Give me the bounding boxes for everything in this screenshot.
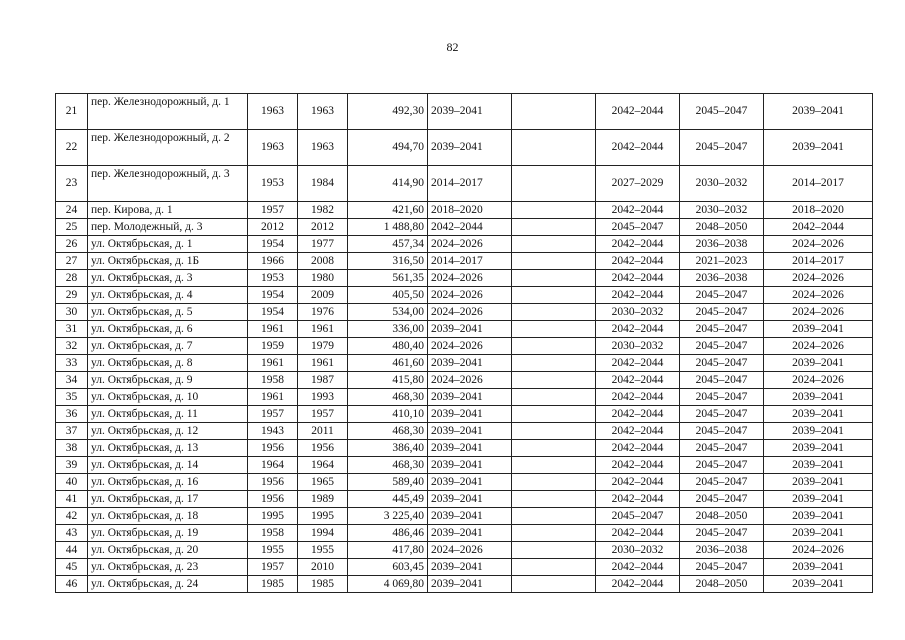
- repair-period-3-cell: 2045–2047: [680, 287, 764, 304]
- repair-period-cell: 2024–2026: [428, 270, 512, 287]
- table-row: [56, 525, 873, 542]
- year-renovation-cell: 1957: [298, 406, 348, 423]
- repair-period-3-cell: 2045–2047: [680, 406, 764, 423]
- area-cell: 421,60: [348, 202, 428, 219]
- year-renovation-cell: 1994: [298, 525, 348, 542]
- address-cell: ул. Октябрьская, д. 18: [88, 508, 248, 525]
- area-cell: 534,00: [348, 304, 428, 321]
- address-cell: ул. Октябрьская, д. 7: [88, 338, 248, 355]
- empty-period-cell: [512, 94, 596, 130]
- address-cell: ул. Октябрьская, д. 13: [88, 440, 248, 457]
- repair-period-cell: 2039–2041: [428, 423, 512, 440]
- table-body: [56, 94, 873, 593]
- repair-period-2-cell: 2042–2044: [596, 94, 680, 130]
- area-cell: 386,40: [348, 440, 428, 457]
- repair-period-3-cell: 2045–2047: [680, 457, 764, 474]
- area-cell: 445,49: [348, 491, 428, 508]
- year-built-cell: 1985: [248, 576, 298, 593]
- repair-period-cell: 2039–2041: [428, 440, 512, 457]
- repair-period-3-cell: 2045–2047: [680, 304, 764, 321]
- repair-period-cell: 2039–2041: [428, 525, 512, 542]
- year-built-cell: 1955: [248, 542, 298, 559]
- row-number: 31: [56, 321, 88, 338]
- empty-period-cell: [512, 270, 596, 287]
- area-cell: 410,10: [348, 406, 428, 423]
- address-cell: ул. Октябрьская, д. 23: [88, 559, 248, 576]
- table-row: [56, 491, 873, 508]
- row-number: 26: [56, 236, 88, 253]
- table-row: [56, 372, 873, 389]
- table-row: [56, 166, 873, 202]
- area-cell: 417,80: [348, 542, 428, 559]
- empty-period-cell: [512, 440, 596, 457]
- repair-period-cell: 2014–2017: [428, 166, 512, 202]
- area-cell: 589,40: [348, 474, 428, 491]
- repair-period-4-cell: 2039–2041: [764, 491, 873, 508]
- repair-period-2-cell: 2030–2032: [596, 304, 680, 321]
- repair-period-2-cell: 2042–2044: [596, 576, 680, 593]
- area-cell: 415,80: [348, 372, 428, 389]
- repair-period-4-cell: 2024–2026: [764, 236, 873, 253]
- table-row: [56, 219, 873, 236]
- address-cell: ул. Октябрьская, д. 8: [88, 355, 248, 372]
- repair-period-3-cell: 2045–2047: [680, 338, 764, 355]
- empty-period-cell: [512, 457, 596, 474]
- area-cell: 405,50: [348, 287, 428, 304]
- repair-period-4-cell: 2039–2041: [764, 559, 873, 576]
- empty-period-cell: [512, 355, 596, 372]
- repair-period-cell: 2039–2041: [428, 576, 512, 593]
- row-number: 24: [56, 202, 88, 219]
- repair-period-2-cell: 2042–2044: [596, 372, 680, 389]
- repair-period-4-cell: 2014–2017: [764, 166, 873, 202]
- table-row: [56, 576, 873, 593]
- repair-period-4-cell: 2024–2026: [764, 542, 873, 559]
- area-cell: 457,34: [348, 236, 428, 253]
- table-row: [56, 304, 873, 321]
- repair-period-cell: 2024–2026: [428, 287, 512, 304]
- year-built-cell: 1957: [248, 559, 298, 576]
- table-row: [56, 236, 873, 253]
- area-cell: 4 069,80: [348, 576, 428, 593]
- empty-period-cell: [512, 219, 596, 236]
- year-renovation-cell: 2011: [298, 423, 348, 440]
- area-cell: 603,45: [348, 559, 428, 576]
- repair-period-4-cell: 2024–2026: [764, 287, 873, 304]
- repair-period-3-cell: 2048–2050: [680, 508, 764, 525]
- year-built-cell: 2012: [248, 219, 298, 236]
- repair-period-4-cell: 2039–2041: [764, 423, 873, 440]
- repair-period-3-cell: 2045–2047: [680, 474, 764, 491]
- repair-period-2-cell: 2042–2044: [596, 423, 680, 440]
- address-cell: пер. Железнодорожный, д. 3: [88, 166, 248, 202]
- year-renovation-cell: 1965: [298, 474, 348, 491]
- year-built-cell: 1954: [248, 304, 298, 321]
- empty-period-cell: [512, 423, 596, 440]
- repair-period-4-cell: 2039–2041: [764, 355, 873, 372]
- year-renovation-cell: 1976: [298, 304, 348, 321]
- repair-period-4-cell: 2039–2041: [764, 440, 873, 457]
- empty-period-cell: [512, 491, 596, 508]
- year-renovation-cell: 1961: [298, 355, 348, 372]
- year-renovation-cell: 1982: [298, 202, 348, 219]
- year-renovation-cell: 1964: [298, 457, 348, 474]
- row-number: 35: [56, 389, 88, 406]
- table-row: [56, 559, 873, 576]
- repair-period-cell: 2024–2026: [428, 372, 512, 389]
- year-renovation-cell: 1955: [298, 542, 348, 559]
- repair-period-3-cell: 2045–2047: [680, 525, 764, 542]
- repair-period-3-cell: 2021–2023: [680, 253, 764, 270]
- row-number: 27: [56, 253, 88, 270]
- repair-period-cell: 2039–2041: [428, 406, 512, 423]
- repair-period-cell: 2039–2041: [428, 474, 512, 491]
- table-row: [56, 321, 873, 338]
- empty-period-cell: [512, 576, 596, 593]
- row-number: 45: [56, 559, 88, 576]
- repair-period-3-cell: 2045–2047: [680, 321, 764, 338]
- empty-period-cell: [512, 542, 596, 559]
- year-renovation-cell: 2010: [298, 559, 348, 576]
- year-built-cell: 1995: [248, 508, 298, 525]
- repair-period-3-cell: 2030–2032: [680, 202, 764, 219]
- repair-period-4-cell: 2024–2026: [764, 338, 873, 355]
- repair-period-cell: 2039–2041: [428, 321, 512, 338]
- repair-period-3-cell: 2045–2047: [680, 440, 764, 457]
- area-cell: 1 488,80: [348, 219, 428, 236]
- repair-period-2-cell: 2042–2044: [596, 355, 680, 372]
- year-built-cell: 1956: [248, 440, 298, 457]
- repair-period-3-cell: 2048–2050: [680, 576, 764, 593]
- year-renovation-cell: 1977: [298, 236, 348, 253]
- address-cell: ул. Октябрьская, д. 12: [88, 423, 248, 440]
- repair-period-4-cell: 2039–2041: [764, 130, 873, 166]
- table-row: [56, 406, 873, 423]
- table-row: [56, 542, 873, 559]
- empty-period-cell: [512, 559, 596, 576]
- repair-period-cell: 2024–2026: [428, 236, 512, 253]
- repair-period-4-cell: 2039–2041: [764, 474, 873, 491]
- year-renovation-cell: 1980: [298, 270, 348, 287]
- repair-period-4-cell: 2042–2044: [764, 219, 873, 236]
- row-number: 34: [56, 372, 88, 389]
- row-number: 46: [56, 576, 88, 593]
- repair-period-4-cell: 2039–2041: [764, 576, 873, 593]
- repair-period-cell: 2024–2026: [428, 542, 512, 559]
- year-renovation-cell: 1963: [298, 94, 348, 130]
- year-built-cell: 1959: [248, 338, 298, 355]
- row-number: 43: [56, 525, 88, 542]
- table-row: [56, 355, 873, 372]
- table-row: [56, 253, 873, 270]
- row-number: 36: [56, 406, 88, 423]
- repair-period-3-cell: 2045–2047: [680, 94, 764, 130]
- year-built-cell: 1964: [248, 457, 298, 474]
- year-renovation-cell: 1963: [298, 130, 348, 166]
- address-cell: ул. Октябрьская, д. 3: [88, 270, 248, 287]
- year-built-cell: 1961: [248, 389, 298, 406]
- empty-period-cell: [512, 253, 596, 270]
- address-cell: ул. Октябрьская, д. 1Б: [88, 253, 248, 270]
- empty-period-cell: [512, 389, 596, 406]
- repair-period-3-cell: 2045–2047: [680, 559, 764, 576]
- empty-period-cell: [512, 304, 596, 321]
- empty-period-cell: [512, 406, 596, 423]
- repair-period-cell: 2024–2026: [428, 338, 512, 355]
- repair-period-3-cell: 2036–2038: [680, 542, 764, 559]
- repair-period-2-cell: 2042–2044: [596, 236, 680, 253]
- address-cell: ул. Октябрьская, д. 16: [88, 474, 248, 491]
- table-row: [56, 130, 873, 166]
- repair-period-3-cell: 2036–2038: [680, 270, 764, 287]
- repair-period-2-cell: 2030–2032: [596, 338, 680, 355]
- address-cell: ул. Октябрьская, д. 14: [88, 457, 248, 474]
- empty-period-cell: [512, 236, 596, 253]
- repair-period-2-cell: 2042–2044: [596, 287, 680, 304]
- repair-period-3-cell: 2045–2047: [680, 389, 764, 406]
- empty-period-cell: [512, 474, 596, 491]
- repair-period-2-cell: 2042–2044: [596, 130, 680, 166]
- address-cell: ул. Октябрьская, д. 6: [88, 321, 248, 338]
- year-built-cell: 1954: [248, 287, 298, 304]
- empty-period-cell: [512, 202, 596, 219]
- table-row: [56, 508, 873, 525]
- repair-period-2-cell: 2042–2044: [596, 406, 680, 423]
- row-number: 42: [56, 508, 88, 525]
- table-row: [56, 457, 873, 474]
- table-row: [56, 270, 873, 287]
- year-renovation-cell: 1995: [298, 508, 348, 525]
- area-cell: 486,46: [348, 525, 428, 542]
- table-row: [56, 423, 873, 440]
- area-cell: 316,50: [348, 253, 428, 270]
- row-number: 29: [56, 287, 88, 304]
- year-built-cell: 1963: [248, 94, 298, 130]
- area-cell: 561,35: [348, 270, 428, 287]
- year-renovation-cell: 1979: [298, 338, 348, 355]
- row-number: 41: [56, 491, 88, 508]
- area-cell: 468,30: [348, 389, 428, 406]
- repair-period-4-cell: 2039–2041: [764, 508, 873, 525]
- row-number: 40: [56, 474, 88, 491]
- year-built-cell: 1957: [248, 202, 298, 219]
- area-cell: 494,70: [348, 130, 428, 166]
- year-built-cell: 1958: [248, 372, 298, 389]
- repair-period-cell: 2042–2044: [428, 219, 512, 236]
- address-cell: пер. Железнодорожный, д. 2: [88, 130, 248, 166]
- address-cell: ул. Октябрьская, д. 17: [88, 491, 248, 508]
- repair-period-cell: 2018–2020: [428, 202, 512, 219]
- page-number: 82: [446, 40, 459, 54]
- repair-period-3-cell: 2045–2047: [680, 355, 764, 372]
- year-renovation-cell: 1985: [298, 576, 348, 593]
- year-renovation-cell: 1984: [298, 166, 348, 202]
- row-number: 37: [56, 423, 88, 440]
- year-built-cell: 1961: [248, 355, 298, 372]
- repair-period-3-cell: 2030–2032: [680, 166, 764, 202]
- year-built-cell: 1956: [248, 491, 298, 508]
- year-renovation-cell: 1987: [298, 372, 348, 389]
- empty-period-cell: [512, 321, 596, 338]
- year-built-cell: 1963: [248, 130, 298, 166]
- repair-period-4-cell: 2039–2041: [764, 406, 873, 423]
- repair-period-4-cell: 2024–2026: [764, 372, 873, 389]
- repair-period-3-cell: 2045–2047: [680, 491, 764, 508]
- repair-period-3-cell: 2045–2047: [680, 372, 764, 389]
- year-renovation-cell: 1956: [298, 440, 348, 457]
- repair-period-cell: 2039–2041: [428, 130, 512, 166]
- address-cell: пер. Молодежный, д. 3: [88, 219, 248, 236]
- row-number: 28: [56, 270, 88, 287]
- repair-period-4-cell: 2039–2041: [764, 321, 873, 338]
- repair-period-2-cell: 2042–2044: [596, 389, 680, 406]
- address-cell: ул. Октябрьская, д. 4: [88, 287, 248, 304]
- repair-period-cell: 2039–2041: [428, 491, 512, 508]
- row-number: 32: [56, 338, 88, 355]
- address-cell: ул. Октябрьская, д. 20: [88, 542, 248, 559]
- year-renovation-cell: 2012: [298, 219, 348, 236]
- repair-period-2-cell: 2042–2044: [596, 474, 680, 491]
- repair-period-cell: 2014–2017: [428, 253, 512, 270]
- year-built-cell: 1961: [248, 321, 298, 338]
- year-renovation-cell: 2008: [298, 253, 348, 270]
- repair-period-2-cell: 2042–2044: [596, 525, 680, 542]
- repair-period-2-cell: 2042–2044: [596, 321, 680, 338]
- year-renovation-cell: 1993: [298, 389, 348, 406]
- row-number: 23: [56, 166, 88, 202]
- repair-period-4-cell: 2039–2041: [764, 389, 873, 406]
- repair-period-4-cell: 2039–2041: [764, 457, 873, 474]
- area-cell: 468,30: [348, 457, 428, 474]
- repair-period-2-cell: 2042–2044: [596, 491, 680, 508]
- table-row: [56, 287, 873, 304]
- address-cell: ул. Октябрьская, д. 24: [88, 576, 248, 593]
- table-row: [56, 338, 873, 355]
- year-built-cell: 1954: [248, 236, 298, 253]
- row-number: 25: [56, 219, 88, 236]
- address-cell: ул. Октябрьская, д. 19: [88, 525, 248, 542]
- table-row: [56, 474, 873, 491]
- year-built-cell: 1966: [248, 253, 298, 270]
- repair-period-cell: 2039–2041: [428, 355, 512, 372]
- empty-period-cell: [512, 508, 596, 525]
- address-cell: ул. Октябрьская, д. 1: [88, 236, 248, 253]
- empty-period-cell: [512, 525, 596, 542]
- row-number: 44: [56, 542, 88, 559]
- repair-period-4-cell: 2024–2026: [764, 270, 873, 287]
- repair-period-2-cell: 2042–2044: [596, 559, 680, 576]
- area-cell: 468,30: [348, 423, 428, 440]
- year-built-cell: 1958: [248, 525, 298, 542]
- empty-period-cell: [512, 130, 596, 166]
- year-built-cell: 1957: [248, 406, 298, 423]
- repair-period-2-cell: 2042–2044: [596, 202, 680, 219]
- year-built-cell: 1943: [248, 423, 298, 440]
- repair-period-2-cell: 2042–2044: [596, 457, 680, 474]
- empty-period-cell: [512, 372, 596, 389]
- year-built-cell: 1953: [248, 270, 298, 287]
- row-number: 22: [56, 130, 88, 166]
- repair-period-2-cell: 2042–2044: [596, 440, 680, 457]
- repair-period-2-cell: 2045–2047: [596, 219, 680, 236]
- address-cell: ул. Октябрьская, д. 10: [88, 389, 248, 406]
- year-built-cell: 1953: [248, 166, 298, 202]
- repair-period-4-cell: 2024–2026: [764, 304, 873, 321]
- year-built-cell: 1956: [248, 474, 298, 491]
- empty-period-cell: [512, 287, 596, 304]
- repair-period-3-cell: 2045–2047: [680, 423, 764, 440]
- area-cell: 414,90: [348, 166, 428, 202]
- repair-period-2-cell: 2030–2032: [596, 542, 680, 559]
- area-cell: 492,30: [348, 94, 428, 130]
- table-row: [56, 94, 873, 130]
- repair-period-cell: 2039–2041: [428, 389, 512, 406]
- repair-period-cell: 2039–2041: [428, 508, 512, 525]
- year-renovation-cell: 1961: [298, 321, 348, 338]
- row-number: 39: [56, 457, 88, 474]
- repair-period-4-cell: 2039–2041: [764, 525, 873, 542]
- row-number: 30: [56, 304, 88, 321]
- table-row: [56, 440, 873, 457]
- area-cell: 3 225,40: [348, 508, 428, 525]
- area-cell: 336,00: [348, 321, 428, 338]
- repair-period-cell: 2039–2041: [428, 457, 512, 474]
- repair-period-4-cell: 2039–2041: [764, 94, 873, 130]
- repair-period-cell: 2039–2041: [428, 559, 512, 576]
- row-number: 38: [56, 440, 88, 457]
- address-cell: пер. Железнодорожный, д. 1: [88, 94, 248, 130]
- repair-period-2-cell: 2042–2044: [596, 270, 680, 287]
- repair-period-cell: 2024–2026: [428, 304, 512, 321]
- repair-period-cell: 2039–2041: [428, 94, 512, 130]
- address-cell: ул. Октябрьская, д. 11: [88, 406, 248, 423]
- address-cell: пер. Кирова, д. 1: [88, 202, 248, 219]
- empty-period-cell: [512, 166, 596, 202]
- repair-period-2-cell: 2027–2029: [596, 166, 680, 202]
- year-renovation-cell: 1989: [298, 491, 348, 508]
- repair-period-4-cell: 2018–2020: [764, 202, 873, 219]
- housing-repair-table: [55, 93, 873, 593]
- table-row: [56, 389, 873, 406]
- area-cell: 461,60: [348, 355, 428, 372]
- row-number: 33: [56, 355, 88, 372]
- row-number: 21: [56, 94, 88, 130]
- repair-period-2-cell: 2045–2047: [596, 508, 680, 525]
- empty-period-cell: [512, 338, 596, 355]
- address-cell: ул. Октябрьская, д. 9: [88, 372, 248, 389]
- address-cell: ул. Октябрьская, д. 5: [88, 304, 248, 321]
- repair-period-3-cell: 2036–2038: [680, 236, 764, 253]
- table-row: [56, 202, 873, 219]
- year-renovation-cell: 2009: [298, 287, 348, 304]
- repair-period-3-cell: 2048–2050: [680, 219, 764, 236]
- area-cell: 480,40: [348, 338, 428, 355]
- repair-period-2-cell: 2042–2044: [596, 253, 680, 270]
- repair-period-3-cell: 2045–2047: [680, 130, 764, 166]
- repair-period-4-cell: 2014–2017: [764, 253, 873, 270]
